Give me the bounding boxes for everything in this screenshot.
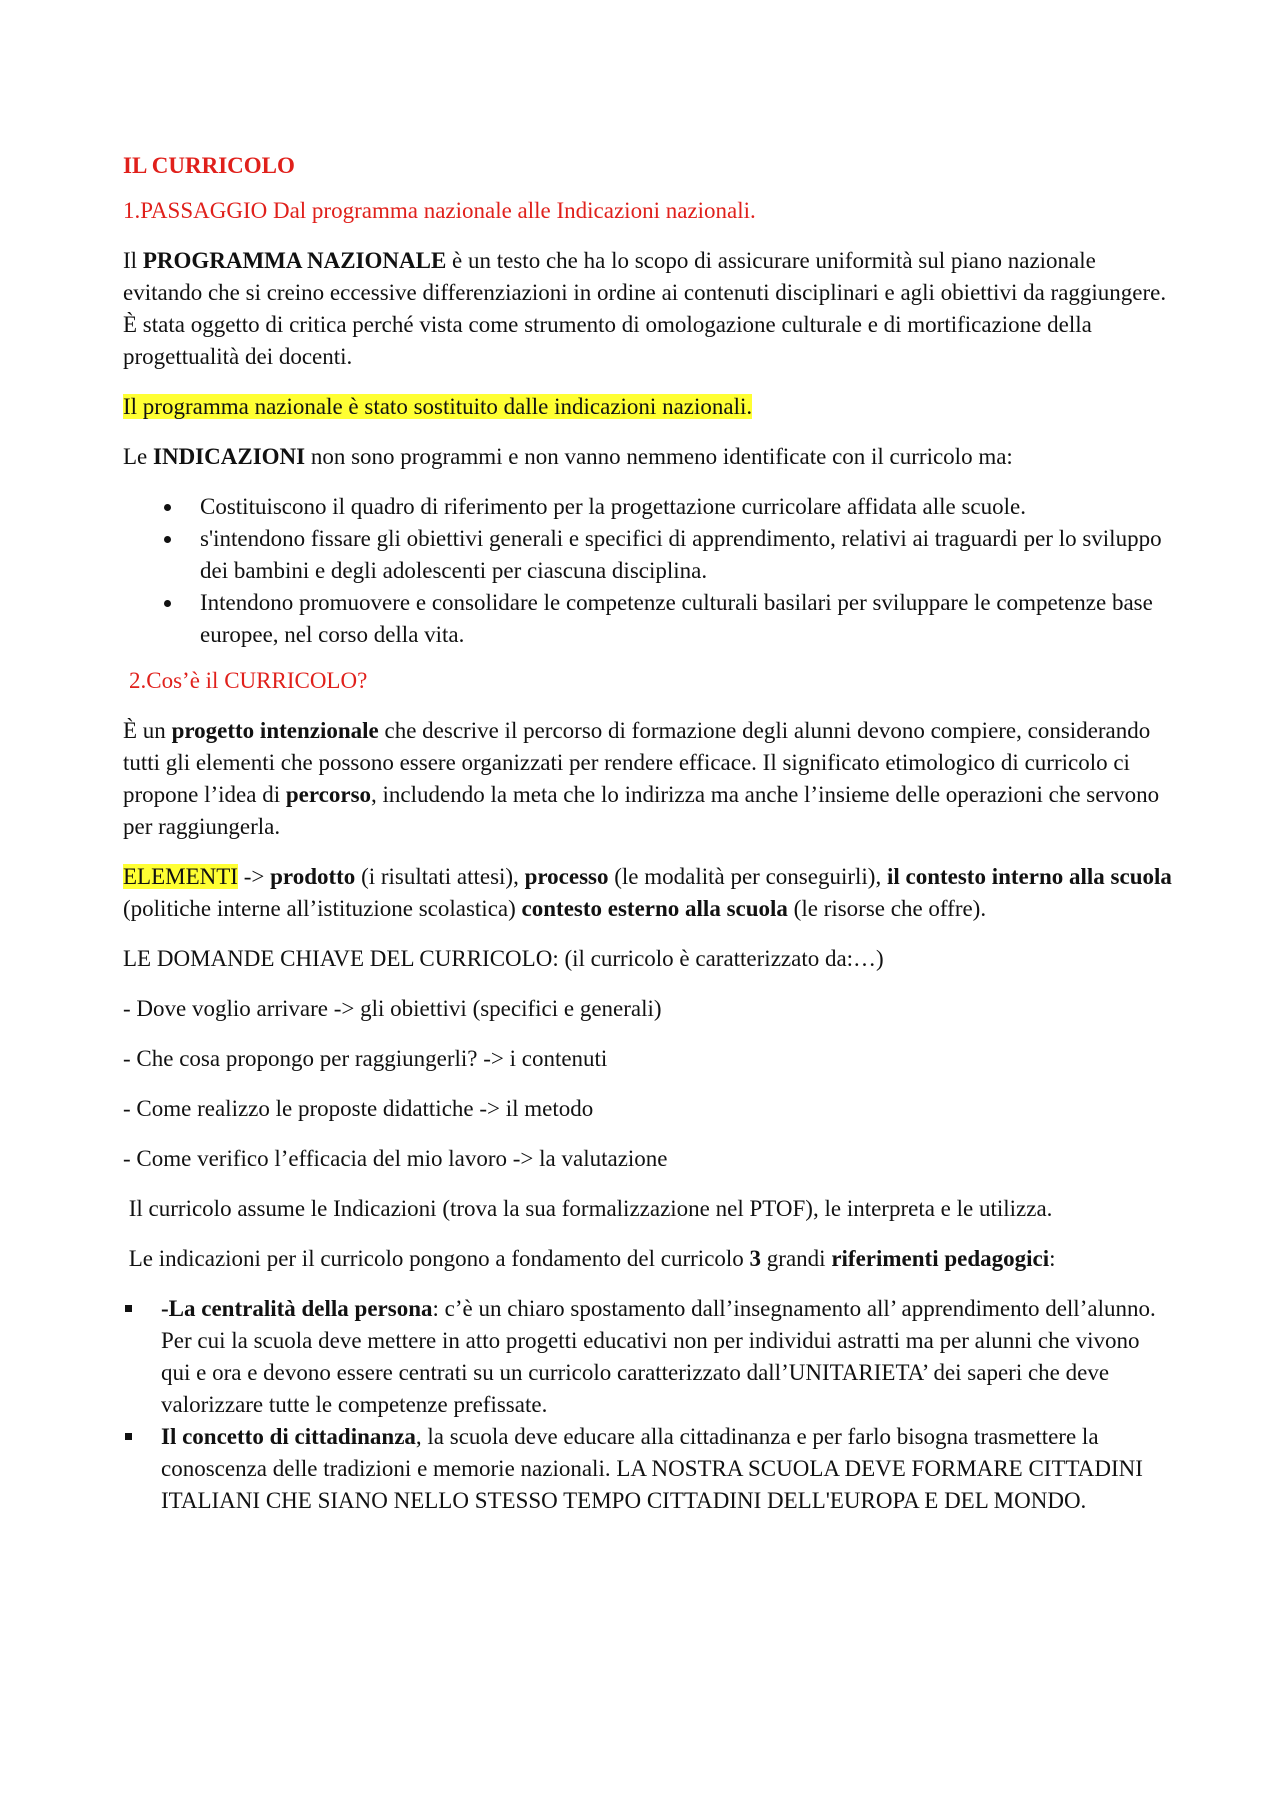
paragraph-curricolo-definition: È un progetto intenzionale che descrive il percorso di formazione degli alunni devono compiere, considerando tutti gli elementi che possono essere organizzati per rendere efficace. Il significato etimologico di curricolo ci propone l’idea di percorso, includendo la meta che lo indirizza ma anche l’insieme delle operazioni che servono per raggiungerla. (123, 718, 1160, 839)
riferimenti-bullet-list (123, 1293, 1173, 1517)
document-title: IL CURRICOLO (123, 153, 295, 178)
paragraph-elementi: ELEMENTI -> prodotto (i risultati attesi), processo (le modalità per conseguirli), il contesto interno alla scuola (politiche interne all’istituzione scolastica) contesto esterno alla scuola (le risorse che offre). (123, 864, 1172, 921)
paragraph-curricolo-assume: Il curricolo assume le Indicazioni (trova la sua formalizzazione nel PTOF), le interpreta e le utilizza. (123, 1196, 1053, 1221)
highlighted-sentence: Il programma nazionale è stato sostituito dalle indicazioni nazionali. (123, 394, 753, 419)
paragraph-riferimenti-pedagogici: Le indicazioni per il curricolo pongono a fondamento del curricolo 3 grandi riferimenti pedagogici: (123, 1246, 1056, 1271)
question-line: - Come verifico l’efficacia del mio lavoro -> la valutazione (123, 1146, 668, 1171)
paragraph-domande-chiave: LE DOMANDE CHIAVE DEL CURRICOLO: (il curricolo è caratterizzato da:…) (123, 946, 884, 971)
list-item: -La centralità della persona: c’è un chiaro spostamento dall’insegnamento all’ apprendimento dell’alunno. Per cui la scuola deve mettere in atto progetti educativi non per individui astratti ma per alunni che vivono qui e ora e devono essere centrati su un curricolo caratterizzato dall’UNITARIETA’ dei saperi che deve valorizzare tutte le competenze prefissate. (123, 1293, 1173, 1421)
paragraph-programma-nazionale: Il PROGRAMMA NAZIONALE è un testo che ha lo scopo di assicurare uniformità sul piano nazionale evitando che si creino eccessive differenziazioni in ordine ai contenuti disciplinari e agli obiettivi da raggiungere. È stata oggetto di critica perché vista come strumento di omologazione culturale e di mortificazione della progettualità dei docenti. (123, 248, 1167, 369)
list-item: Costituiscono il quadro di riferimento per la progettazione curricolare affidata alle scuole. (123, 491, 1173, 523)
section-2-heading: 2.Cos’è il CURRICOLO? (129, 668, 368, 693)
list-item: Il concetto di cittadinanza, la scuola deve educare alla cittadinanza e per farlo bisogna trasmettere la conoscenza delle tradizioni e memorie nazionali. LA NOSTRA SCUOLA DEVE FORMARE CITTADINI ITALIANI CHE SIANO NELLO STESSO TEMPO CITTADINI DELL'EUROPA E DEL MONDO. (123, 1421, 1173, 1517)
question-line: - Dove voglio arrivare -> gli obiettivi (specifici e generali) (123, 996, 662, 1021)
question-line: - Come realizzo le proposte didattiche -> il metodo (123, 1096, 594, 1121)
list-item: s'intendono fissare gli obiettivi generali e specifici di apprendimento, relativi ai traguardi per lo sviluppo dei bambini e degli adolescenti per ciascuna disciplina. (123, 523, 1173, 587)
question-line: - Che cosa propongo per raggiungerli? -> i contenuti (123, 1046, 608, 1071)
paragraph-indicazioni: Le INDICAZIONI non sono programmi e non vanno nemmeno identificate con il curricolo ma: (123, 444, 1013, 469)
indicazioni-bullet-list (123, 491, 1173, 651)
list-item: Intendono promuovere e consolidare le competenze culturali basilari per sviluppare le competenze base europee, nel corso della vita. (123, 587, 1173, 651)
section-1-heading: 1.PASSAGGIO Dal programma nazionale alle Indicazioni nazionali. (123, 198, 756, 223)
document-body (123, 150, 1173, 1531)
